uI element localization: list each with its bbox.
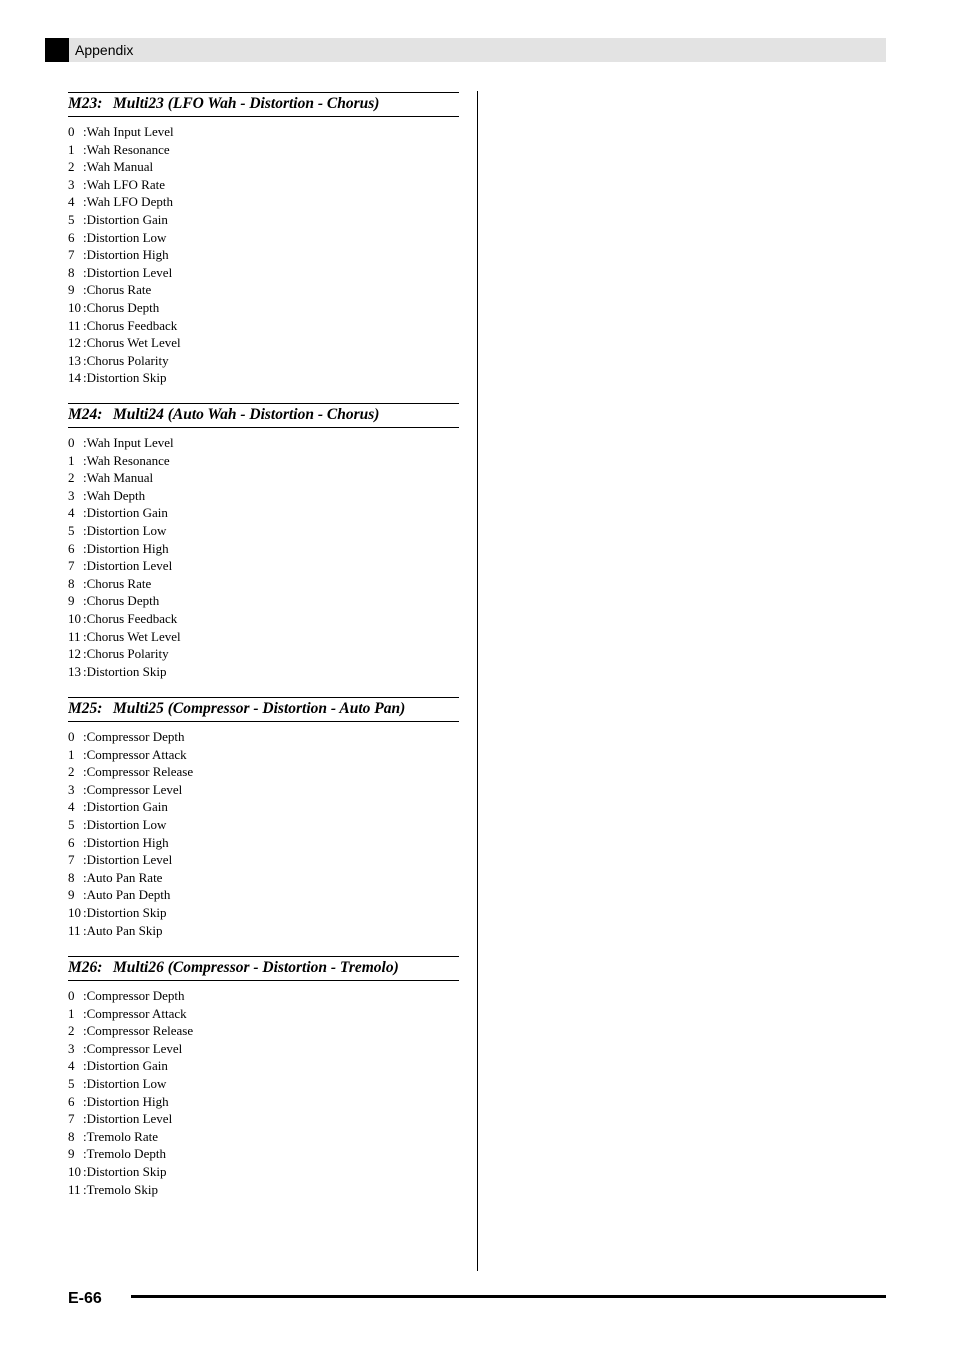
parameter-row [68,886,459,904]
parameter-name: Auto Pan Rate [86,869,163,885]
parameter-separator: : [83,487,87,503]
parameter-separator: : [83,282,87,298]
parameter-row [68,1005,459,1023]
parameter-row [68,851,459,869]
parameter-separator: : [83,352,87,368]
parameter-row [68,264,459,282]
parameter-name: Chorus Feedback [86,610,178,626]
parameter-name: Auto Pan Depth [86,887,171,903]
column-divider [477,91,478,1271]
parameter-name: Tremolo Skip [86,1181,159,1197]
parameter-row [68,987,459,1005]
parameter-separator: : [83,1075,87,1091]
parameter-separator: : [83,1111,87,1127]
parameter-row [68,1163,459,1181]
parameter-row [68,904,459,922]
parameter-name: Distortion Level [86,852,173,868]
parameter-name: Wah Resonance [86,141,170,157]
parameter-name: Distortion Gain [86,1058,168,1074]
parameter-name: Distortion High [86,540,169,556]
parameter-separator: : [83,1163,87,1179]
parameter-name: Wah LFO Rate [86,176,166,192]
parameter-separator: : [83,211,87,227]
parameter-separator: : [83,834,87,850]
parameter-name: Tremolo Depth [86,1146,166,1162]
parameter-name: Tremolo Rate [86,1128,159,1144]
parameter-index: 4 [68,1058,75,1074]
parameter-row [68,645,459,663]
parameter-row [68,1075,459,1093]
parameter-row [68,1110,459,1128]
parameter-index: 2 [68,470,75,486]
parameter-name: Distortion Level [86,264,173,280]
parameter-name: Distortion Low [86,522,167,538]
parameter-index: 5 [68,1075,75,1091]
parameter-row [68,728,459,746]
parameter-separator: : [83,264,87,280]
parameter-row [68,746,459,764]
parameter-name: Compressor Depth [86,988,185,1003]
parameter-row [68,592,459,610]
parameter-separator: : [83,922,87,938]
parameter-name: Compressor Depth [86,729,185,744]
parameter-separator: : [83,1005,87,1021]
parameter-row [68,1093,459,1111]
parameter-index: 3 [68,487,75,503]
parameter-name: Chorus Wet Level [86,335,181,351]
parameter-separator: : [83,159,87,175]
header-bar [45,38,886,62]
parameter-name: Chorus Depth [86,593,160,609]
parameter-separator: : [83,317,87,333]
parameter-row [68,798,459,816]
parameter-index: 10 [68,1163,81,1179]
parameter-separator: : [83,1093,87,1109]
parameter-name: Compressor Level [86,781,183,797]
parameter-separator: : [83,628,87,644]
parameter-name: Distortion Gain [86,505,168,521]
parameter-list [68,728,459,939]
parameter-list [68,434,459,680]
parameter-separator: : [83,335,87,351]
parameter-separator: : [83,435,87,450]
section-title [68,403,459,428]
parameter-row [68,469,459,487]
parameter-name: Wah Resonance [86,452,170,468]
parameter-index: 9 [68,887,75,903]
parameter-separator: : [83,176,87,192]
parameter-index: 9 [68,593,75,609]
parameter-row [68,487,459,505]
parameter-index: 0 [68,124,75,139]
parameter-index: 7 [68,1111,75,1127]
parameter-index: 5 [68,522,75,538]
parameter-name: Wah Depth [86,487,146,503]
parameter-name: Wah Manual [86,470,154,486]
parameter-index: 6 [68,834,75,850]
parameter-name: Chorus Rate [86,282,152,298]
parameter-name: Distortion Low [86,816,167,832]
parameter-separator: : [83,1128,87,1144]
parameter-name: Distortion High [86,247,169,263]
parameter-row [68,540,459,558]
parameter-index: 6 [68,1093,75,1109]
parameter-row [68,663,459,681]
parameter-separator: : [83,729,87,744]
parameter-row [68,229,459,247]
parameter-index: 2 [68,764,75,780]
parameter-name: Distortion Gain [86,211,168,227]
parameter-index: 4 [68,194,75,210]
parameter-index: 8 [68,575,75,591]
parameter-separator: : [83,988,87,1003]
parameter-name: Distortion Skip [86,904,167,920]
parameter-row [68,922,459,940]
parameter-separator: : [83,1181,87,1197]
parameter-separator: : [83,852,87,868]
parameter-separator: : [83,575,87,591]
parameter-index: 2 [68,159,75,175]
parameter-index: 5 [68,211,75,227]
parameter-name: Auto Pan Skip [86,922,163,938]
parameter-separator: : [83,558,87,574]
parameter-row [68,1022,459,1040]
parameter-row [68,834,459,852]
parameter-separator: : [83,470,87,486]
parameter-index: 12 [68,335,81,351]
parameter-index: 8 [68,1128,75,1144]
parameter-index: 14 [68,370,81,386]
parameter-index: 11 [68,317,81,333]
parameter-separator: : [83,764,87,780]
parameter-separator: : [83,1023,87,1039]
parameter-name: Distortion Skip [86,370,167,386]
parameter-section [68,92,459,387]
parameter-index: 9 [68,282,75,298]
parameter-separator: : [83,781,87,797]
parameter-index: 2 [68,1023,75,1039]
parameter-section [68,403,459,680]
parameter-row [68,299,459,317]
parameter-name: Distortion Level [86,1111,173,1127]
parameter-index: 7 [68,852,75,868]
parameter-name: Distortion Gain [86,799,168,815]
parameter-row [68,434,459,452]
parameter-separator: : [83,646,87,662]
parameter-index: 0 [68,729,75,744]
parameter-index: 12 [68,646,81,662]
parameter-index: 9 [68,1146,75,1162]
parameter-row [68,193,459,211]
parameter-separator: : [83,816,87,832]
section-title [68,956,459,981]
parameter-name: Chorus Wet Level [86,628,181,644]
parameter-index: 0 [68,435,75,450]
parameter-row [68,176,459,194]
parameter-name: Wah Manual [86,159,154,175]
parameter-name: Chorus Polarity [86,352,169,368]
parameter-row [68,763,459,781]
parameter-index: 1 [68,141,75,157]
parameter-list [68,987,459,1198]
parameter-name: Distortion Low [86,1075,167,1091]
parameter-row [68,211,459,229]
parameter-row [68,504,459,522]
parameter-index: 11 [68,1181,81,1197]
parameter-separator: : [83,247,87,263]
parameter-name: Distortion Level [86,558,173,574]
parameter-index: 10 [68,610,81,626]
parameter-row [68,869,459,887]
parameter-name: Wah Input Level [86,124,174,139]
header-label: Appendix [75,42,134,58]
parameter-index: 3 [68,781,75,797]
parameter-separator: : [83,522,87,538]
parameter-separator: : [83,869,87,885]
parameter-index: 1 [68,1005,75,1021]
section-code: M24: [68,406,103,423]
parameter-name: Distortion High [86,834,169,850]
section-name: Multi23 (LFO Wah - Distortion - Chorus) [113,95,380,112]
parameter-index: 11 [68,628,81,644]
parameter-index: 8 [68,869,75,885]
parameter-row [68,781,459,799]
parameter-separator: : [83,370,87,386]
parameter-separator: : [83,887,87,903]
parameter-index: 11 [68,922,81,938]
parameter-row [68,369,459,387]
parameter-index: 7 [68,558,75,574]
parameter-separator: : [83,141,87,157]
parameter-row [68,317,459,335]
parameter-row [68,1057,459,1075]
parameter-index: 6 [68,229,75,245]
parameter-separator: : [83,799,87,815]
parameter-index: 3 [68,1040,75,1056]
parameter-name: Wah Input Level [86,435,174,450]
parameter-separator: : [83,1058,87,1074]
parameter-separator: : [83,505,87,521]
parameter-index: 13 [68,663,81,679]
parameter-separator: : [83,663,87,679]
parameter-index: 7 [68,247,75,263]
parameter-separator: : [83,299,87,315]
section-code: M26: [68,959,103,976]
parameter-separator: : [83,540,87,556]
parameter-name: Chorus Depth [86,299,160,315]
parameter-separator: : [83,124,87,139]
parameter-row [68,628,459,646]
parameter-index: 10 [68,299,81,315]
parameter-row [68,123,459,141]
parameter-row [68,575,459,593]
parameter-row [68,610,459,628]
parameter-row [68,246,459,264]
parameter-name: Distortion Skip [86,663,167,679]
page-number: E-66 [68,1290,102,1307]
parameter-row [68,452,459,470]
parameter-index: 1 [68,746,75,762]
parameter-name: Distortion Low [86,229,167,245]
parameter-separator: : [83,593,87,609]
parameter-separator: : [83,904,87,920]
parameter-row [68,334,459,352]
parameter-index: 5 [68,816,75,832]
parameter-index: 3 [68,176,75,192]
parameter-name: Compressor Attack [86,1005,187,1021]
parameter-row [68,557,459,575]
parameter-row [68,1181,459,1199]
parameter-list [68,123,459,387]
parameter-name: Chorus Feedback [86,317,178,333]
section-title [68,697,459,722]
parameter-index: 1 [68,452,75,468]
parameter-row [68,141,459,159]
parameter-index: 13 [68,352,81,368]
parameter-name: Compressor Release [86,1023,194,1039]
parameter-name: Compressor Level [86,1040,183,1056]
parameter-name: Chorus Rate [86,575,152,591]
section-title [68,92,459,117]
parameter-section [68,697,459,939]
parameter-index: 8 [68,264,75,280]
parameter-separator: : [83,194,87,210]
section-name: Multi25 (Compressor - Distortion - Auto Pan) [113,700,406,717]
parameter-separator: : [83,1040,87,1056]
parameter-index: 4 [68,505,75,521]
parameter-name: Compressor Attack [86,746,187,762]
parameter-separator: : [83,229,87,245]
header-block-marker [45,38,69,62]
footer-rule [131,1295,886,1298]
parameter-separator: : [83,746,87,762]
parameter-name: Chorus Polarity [86,646,169,662]
parameter-row [68,158,459,176]
parameter-name: Distortion Skip [86,1163,167,1179]
parameter-separator: : [83,1146,87,1162]
parameter-row [68,1040,459,1058]
section-name: Multi24 (Auto Wah - Distortion - Chorus) [113,406,380,423]
parameter-index: 6 [68,540,75,556]
section-code: M25: [68,700,103,717]
parameter-name: Distortion High [86,1093,169,1109]
parameter-section [68,956,459,1198]
parameter-index: 10 [68,904,81,920]
parameter-row [68,352,459,370]
section-name: Multi26 (Compressor - Distortion - Tremolo) [113,959,399,976]
section-code: M23: [68,95,103,112]
parameter-index: 0 [68,988,75,1003]
parameter-name: Compressor Release [86,764,194,780]
parameter-name: Wah LFO Depth [86,194,173,210]
parameter-separator: : [83,452,87,468]
parameter-row [68,1128,459,1146]
parameter-row [68,522,459,540]
parameter-row [68,281,459,299]
parameter-row [68,1145,459,1163]
parameter-index: 4 [68,799,75,815]
parameter-separator: : [83,610,87,626]
parameter-row [68,816,459,834]
